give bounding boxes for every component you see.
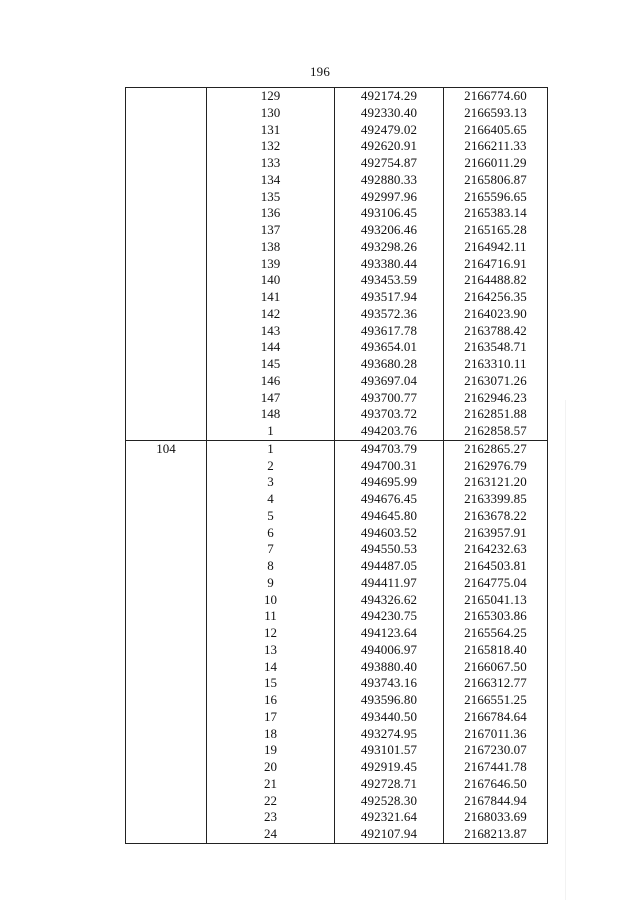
point-number-cell: 134	[207, 172, 335, 189]
y-coordinate-cell: 2166067.50	[444, 659, 548, 676]
x-coordinate-cell: 492174.29	[335, 88, 444, 105]
x-coordinate-cell: 493880.40	[335, 659, 444, 676]
x-coordinate-cell: 493617.78	[335, 323, 444, 340]
y-coordinate-cell: 2167646.50	[444, 776, 548, 793]
y-coordinate-cell: 2167441.78	[444, 759, 548, 776]
y-coordinate-cell: 2164716.91	[444, 256, 548, 273]
y-coordinate-cell: 2166774.60	[444, 88, 548, 105]
y-coordinate-cell: 2163548.71	[444, 339, 548, 356]
coordinates-table	[125, 87, 548, 844]
point-number-cell: 129	[207, 88, 335, 105]
point-number-cell: 16	[207, 692, 335, 709]
point-number-cell: 11	[207, 608, 335, 625]
point-number-cell: 146	[207, 373, 335, 390]
x-coordinate-cell: 494695.99	[335, 474, 444, 491]
point-number-cell: 1	[207, 423, 335, 440]
y-coordinate-cell: 2164775.04	[444, 575, 548, 592]
y-coordinate-cell: 2164503.81	[444, 558, 548, 575]
point-number-cell: 23	[207, 809, 335, 826]
plot-group	[126, 88, 548, 441]
x-coordinate-cell: 494203.76	[335, 423, 444, 440]
x-coordinate-cell: 492620.91	[335, 138, 444, 155]
point-number-cell: 12	[207, 625, 335, 642]
y-coordinate-cell: 2164942.11	[444, 239, 548, 256]
y-coordinate-cell: 2165041.13	[444, 592, 548, 609]
x-coordinate-cell: 492728.71	[335, 776, 444, 793]
x-coordinate-cell: 493700.77	[335, 390, 444, 407]
y-coordinate-cell: 2164256.35	[444, 289, 548, 306]
x-coordinate-cell: 493697.04	[335, 373, 444, 390]
x-coordinate-cell: 494006.97	[335, 642, 444, 659]
y-coordinate-cell: 2166405.65	[444, 122, 548, 139]
x-coordinate-cell: 492330.40	[335, 105, 444, 122]
x-coordinate-cell: 493106.45	[335, 205, 444, 222]
y-coordinate-cell: 2166784.64	[444, 709, 548, 726]
point-number-cell: 14	[207, 659, 335, 676]
y-coordinate-cell: 2163399.85	[444, 491, 548, 508]
y-coordinate-cell: 2162858.57	[444, 423, 548, 440]
point-number-cell: 2	[207, 458, 335, 475]
y-coordinate-cell: 2163121.20	[444, 474, 548, 491]
y-coordinate-cell: 2162865.27	[444, 440, 548, 457]
point-number-cell: 131	[207, 122, 335, 139]
x-coordinate-cell: 492919.45	[335, 759, 444, 776]
point-number-cell: 140	[207, 272, 335, 289]
x-coordinate-cell: 492107.94	[335, 826, 444, 843]
point-number-cell: 138	[207, 239, 335, 256]
y-coordinate-cell: 2166312.77	[444, 675, 548, 692]
x-coordinate-cell: 493517.94	[335, 289, 444, 306]
x-coordinate-cell: 494703.79	[335, 440, 444, 457]
point-number-cell: 137	[207, 222, 335, 239]
y-coordinate-cell: 2168213.87	[444, 826, 548, 843]
point-number-cell: 18	[207, 726, 335, 743]
point-number-cell: 142	[207, 306, 335, 323]
y-coordinate-cell: 2165165.28	[444, 222, 548, 239]
y-coordinate-cell: 2164023.90	[444, 306, 548, 323]
plot-number-cell: 104	[126, 440, 207, 843]
plot-number-cell	[126, 88, 207, 441]
point-number-cell: 141	[207, 289, 335, 306]
x-coordinate-cell: 493274.95	[335, 726, 444, 743]
x-coordinate-cell: 493703.72	[335, 406, 444, 423]
x-coordinate-cell: 494700.31	[335, 458, 444, 475]
x-coordinate-cell: 493440.50	[335, 709, 444, 726]
point-number-cell: 132	[207, 138, 335, 155]
y-coordinate-cell: 2163310.11	[444, 356, 548, 373]
point-number-cell: 144	[207, 339, 335, 356]
point-number-cell: 22	[207, 793, 335, 810]
x-coordinate-cell: 493596.80	[335, 692, 444, 709]
x-coordinate-cell: 494676.45	[335, 491, 444, 508]
y-coordinate-cell: 2162946.23	[444, 390, 548, 407]
point-number-cell: 130	[207, 105, 335, 122]
y-coordinate-cell: 2168033.69	[444, 809, 548, 826]
point-number-cell: 20	[207, 759, 335, 776]
x-coordinate-cell: 493101.57	[335, 742, 444, 759]
point-number-cell: 6	[207, 525, 335, 542]
point-number-cell: 17	[207, 709, 335, 726]
x-coordinate-cell: 493380.44	[335, 256, 444, 273]
page-number: 196	[309, 64, 331, 79]
y-coordinate-cell: 2166551.25	[444, 692, 548, 709]
y-coordinate-cell: 2164232.63	[444, 541, 548, 558]
x-coordinate-cell: 492754.87	[335, 155, 444, 172]
point-number-cell: 139	[207, 256, 335, 273]
point-number-cell: 19	[207, 742, 335, 759]
y-coordinate-cell: 2165303.86	[444, 608, 548, 625]
y-coordinate-cell: 2163957.91	[444, 525, 548, 542]
point-number-cell: 10	[207, 592, 335, 609]
x-coordinate-cell: 494487.05	[335, 558, 444, 575]
y-coordinate-cell: 2165806.87	[444, 172, 548, 189]
y-coordinate-cell: 2163678.22	[444, 508, 548, 525]
x-coordinate-cell: 493680.28	[335, 356, 444, 373]
x-coordinate-cell: 493206.46	[335, 222, 444, 239]
point-number-cell: 145	[207, 356, 335, 373]
x-coordinate-cell: 494603.52	[335, 525, 444, 542]
y-coordinate-cell: 2165818.40	[444, 642, 548, 659]
table-row	[126, 88, 548, 105]
y-coordinate-cell: 2166593.13	[444, 105, 548, 122]
x-coordinate-cell: 492321.64	[335, 809, 444, 826]
point-number-cell: 9	[207, 575, 335, 592]
x-coordinate-cell: 494326.62	[335, 592, 444, 609]
x-coordinate-cell: 494411.97	[335, 575, 444, 592]
point-number-cell: 7	[207, 541, 335, 558]
x-coordinate-cell: 494123.64	[335, 625, 444, 642]
y-coordinate-cell: 2162976.79	[444, 458, 548, 475]
x-coordinate-cell: 493453.59	[335, 272, 444, 289]
y-coordinate-cell: 2167011.36	[444, 726, 548, 743]
x-coordinate-cell: 494230.75	[335, 608, 444, 625]
y-coordinate-cell: 2162851.88	[444, 406, 548, 423]
point-number-cell: 24	[207, 826, 335, 843]
point-number-cell: 3	[207, 474, 335, 491]
point-number-cell: 143	[207, 323, 335, 340]
plot-group	[126, 440, 548, 843]
x-coordinate-cell: 492479.02	[335, 122, 444, 139]
x-coordinate-cell: 493298.26	[335, 239, 444, 256]
point-number-cell: 136	[207, 205, 335, 222]
point-number-cell: 21	[207, 776, 335, 793]
point-number-cell: 133	[207, 155, 335, 172]
point-number-cell: 5	[207, 508, 335, 525]
x-coordinate-cell: 492997.96	[335, 189, 444, 206]
point-number-cell: 148	[207, 406, 335, 423]
y-coordinate-cell: 2166211.33	[444, 138, 548, 155]
y-coordinate-cell: 2167844.94	[444, 793, 548, 810]
y-coordinate-cell: 2164488.82	[444, 272, 548, 289]
point-number-cell: 147	[207, 390, 335, 407]
point-number-cell: 135	[207, 189, 335, 206]
x-coordinate-cell: 493743.16	[335, 675, 444, 692]
y-coordinate-cell: 2166011.29	[444, 155, 548, 172]
point-number-cell: 1	[207, 440, 335, 457]
scan-margin-line	[565, 400, 566, 900]
y-coordinate-cell: 2163071.26	[444, 373, 548, 390]
x-coordinate-cell: 492528.30	[335, 793, 444, 810]
point-number-cell: 13	[207, 642, 335, 659]
point-number-cell: 8	[207, 558, 335, 575]
y-coordinate-cell: 2167230.07	[444, 742, 548, 759]
x-coordinate-cell: 494645.80	[335, 508, 444, 525]
point-number-cell: 15	[207, 675, 335, 692]
x-coordinate-cell: 493572.36	[335, 306, 444, 323]
table-row	[126, 440, 548, 457]
point-number-cell: 4	[207, 491, 335, 508]
y-coordinate-cell: 2165383.14	[444, 205, 548, 222]
x-coordinate-cell: 492880.33	[335, 172, 444, 189]
y-coordinate-cell: 2163788.42	[444, 323, 548, 340]
x-coordinate-cell: 494550.53	[335, 541, 444, 558]
y-coordinate-cell: 2165596.65	[444, 189, 548, 206]
y-coordinate-cell: 2165564.25	[444, 625, 548, 642]
x-coordinate-cell: 493654.01	[335, 339, 444, 356]
